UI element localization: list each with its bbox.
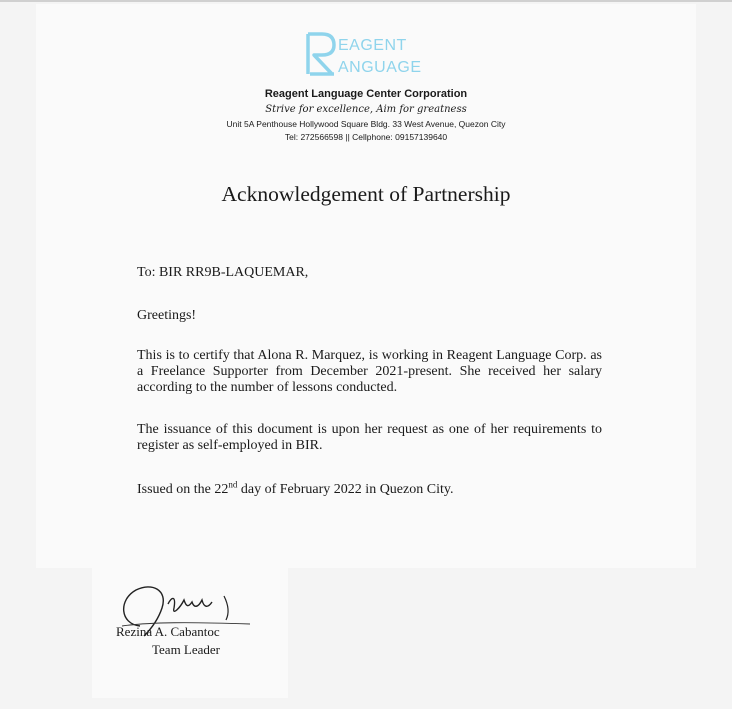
company-logo bbox=[304, 30, 444, 80]
issued-prefix: Issued on the 22 bbox=[137, 482, 229, 497]
logo-text-line2: ANGUAGE bbox=[338, 59, 422, 76]
company-contact: Tel: 272566598 || Cellphone: 09157139640 bbox=[284, 132, 448, 142]
company-name: Reagent Language Center Corporation bbox=[264, 88, 468, 100]
greeting-line: Greetings! bbox=[137, 308, 197, 323]
purpose-paragraph: The issuance of this document is upon her request as one of her requirements to register as self-employed in BIR. bbox=[137, 422, 602, 453]
certification-paragraph: This is to certify that Alona R. Marquez, is working in Reagent Language Corp. as a Freelance Supporter from December 2021-present. She received her salary according to the number of lessons conducted. bbox=[137, 348, 602, 395]
issued-suffix: day of February 2022 in Quezon City. bbox=[237, 482, 454, 497]
issued-ordinal: nd bbox=[228, 479, 238, 490]
recipient-line: To: BIR RR9B-LAQUEMAR, bbox=[137, 265, 309, 280]
logo-text-line1: EAGENT bbox=[338, 37, 407, 54]
signatory-role: Team Leader bbox=[152, 642, 221, 657]
rl-logo-icon bbox=[304, 30, 338, 80]
top-border bbox=[0, 0, 732, 2]
signatory-name: Rezina A. Cabantoc bbox=[116, 624, 220, 639]
company-address: Unit 5A Penthouse Hollywood Square Bldg. 33 West Avenue, Quezon City bbox=[226, 119, 506, 129]
document-title: Acknowledgement of Partnership bbox=[221, 182, 511, 206]
company-tagline: Strive for excellence, Aim for greatness bbox=[265, 104, 467, 115]
issued-line bbox=[137, 479, 454, 498]
